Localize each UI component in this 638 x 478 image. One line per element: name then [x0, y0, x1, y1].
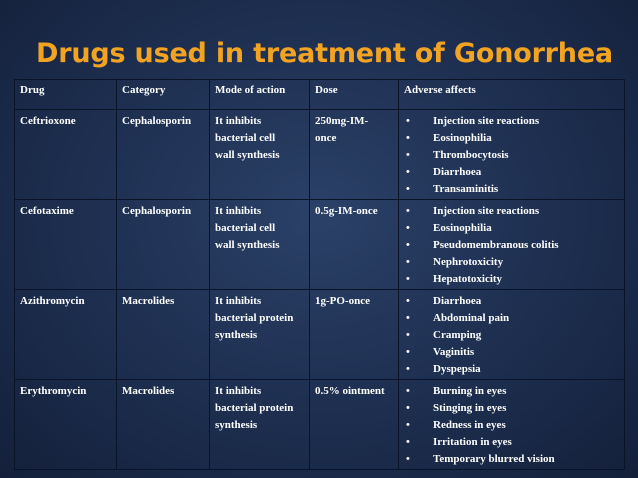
bullet-icon: • — [406, 256, 410, 268]
bullet-icon: • — [406, 453, 410, 465]
bullet-icon: • — [406, 436, 410, 448]
adverse-effect-text: Eosinophilia — [433, 132, 492, 144]
adverse-effect-text: Irritation in eyes — [433, 436, 512, 448]
bullet-icon: • — [406, 385, 410, 397]
list-item — [404, 400, 620, 417]
adverse-affects-list — [404, 203, 620, 288]
adverse-effect-text: Redness in eyes — [433, 419, 506, 431]
adverse-effect-text: Injection site reactions — [433, 115, 540, 127]
bullet-icon: • — [406, 419, 410, 431]
mode-of-action-cell: It inhibits bacterial cell wall synthesis — [210, 110, 310, 200]
header-adverse-affects: Adverse affects — [399, 80, 625, 110]
drug-cell: Ceftrioxone — [15, 110, 117, 200]
slide-title: Drugs used in treatment of Gonorrhea — [36, 38, 613, 69]
list-item — [404, 130, 620, 147]
bullet-icon: • — [406, 149, 410, 161]
list-item — [404, 327, 620, 344]
header-mode-of-action: Mode of action — [210, 80, 310, 110]
bullet-icon: • — [406, 312, 410, 324]
list-item — [404, 451, 620, 468]
adverse-effect-text: Stinging in eyes — [433, 402, 507, 414]
drug-cell: Azithromycin — [15, 290, 117, 380]
mode-of-action-cell: It inhibits bacterial protein synthesis — [210, 380, 310, 470]
table-row — [15, 380, 625, 470]
bullet-icon: • — [406, 295, 410, 307]
adverse-effect-text: Diarrhoea — [433, 295, 482, 307]
bullet-icon: • — [406, 222, 410, 234]
category-cell: Cephalosporin — [117, 200, 210, 290]
category-cell: Macrolides — [117, 380, 210, 470]
list-item — [404, 220, 620, 237]
drug-cell: Cefotaxime — [15, 200, 117, 290]
list-item — [404, 271, 620, 288]
list-item — [404, 254, 620, 271]
list-item — [404, 383, 620, 400]
table-header-row — [15, 80, 625, 110]
adverse-effect-text: Thrombocytosis — [433, 149, 509, 161]
table-row — [15, 110, 625, 200]
list-item — [404, 203, 620, 220]
adverse-effect-text: Dyspepsia — [433, 363, 481, 375]
bullet-icon: • — [406, 183, 410, 195]
list-item — [404, 237, 620, 254]
list-item — [404, 344, 620, 361]
adverse-effect-text: Nephrotoxicity — [433, 256, 504, 268]
mode-of-action-cell: It inhibits bacterial protein synthesis — [210, 290, 310, 380]
list-item — [404, 417, 620, 434]
dose-cell: 0.5g-IM-once — [310, 200, 399, 290]
category-cell: Cephalosporin — [117, 110, 210, 200]
bullet-icon: • — [406, 132, 410, 144]
adverse-effect-text: Abdominal pain — [433, 312, 510, 324]
adverse-effect-text: Vaginitis — [433, 346, 475, 358]
list-item — [404, 147, 620, 164]
adverse-effect-text: Hepatotoxicity — [433, 273, 503, 285]
adverse-effect-text: Transaminitis — [433, 183, 499, 195]
adverse-affects-cell — [399, 290, 625, 380]
category-cell: Macrolides — [117, 290, 210, 380]
bullet-icon: • — [406, 346, 410, 358]
header-category: Category — [117, 80, 210, 110]
list-item — [404, 310, 620, 327]
adverse-effect-text: Eosinophilia — [433, 222, 492, 234]
dose-cell: 1g-PO-once — [310, 290, 399, 380]
bullet-icon: • — [406, 329, 410, 341]
adverse-effect-text: Temporary blurred vision — [433, 453, 555, 465]
list-item — [404, 181, 620, 198]
table-row — [15, 200, 625, 290]
bullet-icon: • — [406, 273, 410, 285]
bullet-icon: • — [406, 402, 410, 414]
list-item — [404, 113, 620, 130]
dose-cell: 0.5% ointment — [310, 380, 399, 470]
adverse-affects-list — [404, 383, 620, 468]
drug-table — [14, 79, 625, 470]
adverse-effect-text: Burning in eyes — [433, 385, 507, 397]
list-item — [404, 434, 620, 451]
list-item — [404, 293, 620, 310]
bullet-icon: • — [406, 166, 410, 178]
adverse-affects-cell — [399, 200, 625, 290]
adverse-affects-cell — [399, 380, 625, 470]
adverse-affects-list — [404, 113, 620, 198]
adverse-effect-text: Pseudomembranous colitis — [433, 239, 559, 251]
adverse-effect-text: Diarrhoea — [433, 166, 482, 178]
mode-of-action-cell: It inhibits bacterial cell wall synthesis — [210, 200, 310, 290]
header-drug: Drug — [15, 80, 117, 110]
bullet-icon: • — [406, 115, 410, 127]
bullet-icon: • — [406, 239, 410, 251]
bullet-icon: • — [406, 205, 410, 217]
list-item — [404, 361, 620, 378]
adverse-affects-list — [404, 293, 620, 378]
table-row — [15, 290, 625, 380]
list-item — [404, 164, 620, 181]
drug-cell: Erythromycin — [15, 380, 117, 470]
adverse-effect-text: Cramping — [433, 329, 482, 341]
header-dose: Dose — [310, 80, 399, 110]
bullet-icon: • — [406, 363, 410, 375]
dose-cell: 250mg-IM- once — [310, 110, 399, 200]
adverse-effect-text: Injection site reactions — [433, 205, 540, 217]
adverse-affects-cell — [399, 110, 625, 200]
